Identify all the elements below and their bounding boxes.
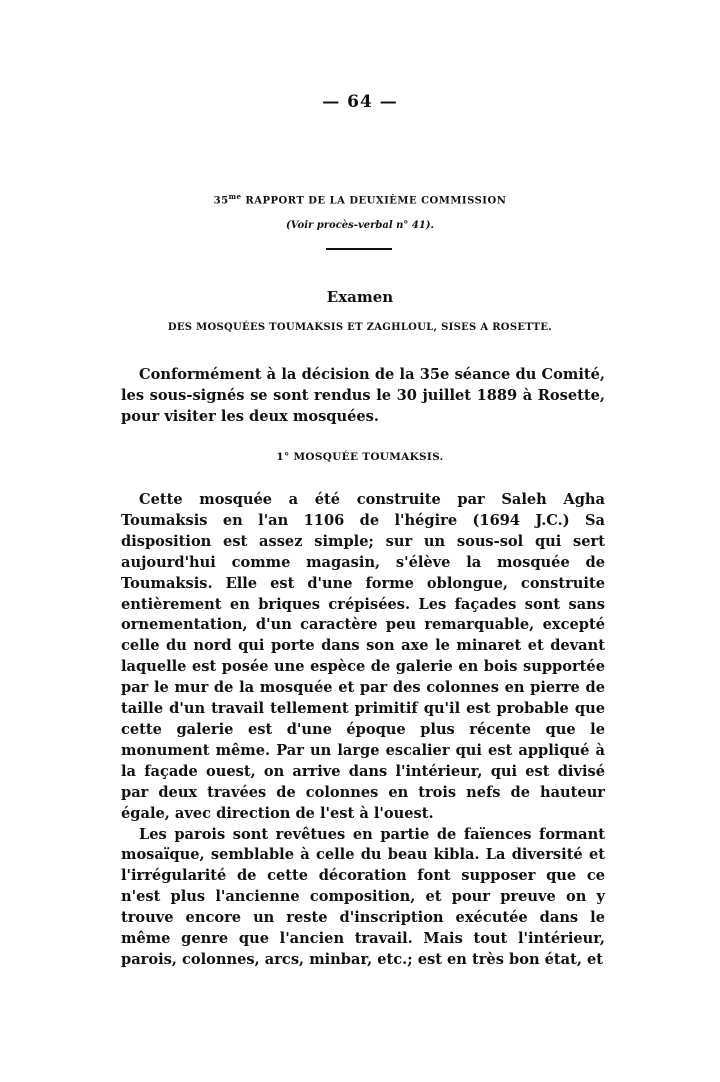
page-number: — 64 — xyxy=(322,92,398,112)
body-paragraph-1: Cette mosquée a été construite par Saleh Agha Toumaksis en l'an 1106 de l'hégire (1694 J.C.) Sa disposition est assez simple; sur un sous-sol qui sert aujourd'hui comme magasin, s'élève la mosquée de Toumaksis. Elle est d'une forme oblongue, construite entièrement en briques crépisées. Les façades sont sans ornementation, d'un caractère peu remarquable, excepté celle du nord qui porte dans son axe le minaret et devant laquelle est posée une espèce de galerie en bois supportée par le mur de la mosquée et par des colonnes en pierre de taille d'un travail tellement primitif qu'il est probable que cette galerie est d'une époque plus récente que le monument même. Par un large escalier qui est appliqué à la façade ouest, on arrive dans l'intérieur, qui est divisé par deux travées de colonnes en trois nefs de hauteur égale, avec direction de l'est à l'ouest. xyxy=(121,491,605,822)
section-subheading: DES MOSQUÉES TOUMAKSIS ET ZAGHLOUL, SISES A ROSETTE. xyxy=(167,322,553,333)
mosque-heading: 1° MOSQUÉE TOUMAKSIS. xyxy=(276,451,444,463)
body-text xyxy=(121,490,605,971)
report-reference: (Voir procès-verbal n° 41). xyxy=(285,220,435,231)
report-title-text: RAPPORT DE LA DEUXIÈME COMMISSION xyxy=(245,195,507,207)
report-number-suffix: me xyxy=(228,192,242,201)
intro-paragraph: Conformément à la décision de la 35e séance du Comité, les sous-signés se sont rendus le 30 juillet 1889 à Rosette, pour visiter les deux mosquées. xyxy=(121,366,605,425)
section-heading: Examen xyxy=(326,288,394,306)
report-number: 35 xyxy=(213,195,229,207)
body-paragraph-2: Les parois sont revêtues en partie de faïences formant mosaïque, semblable à celle du beau kibla. La diversité et l'irrégularité de cette décoration font supposer que ce n'est plus l'ancienne composition, et pour preuve on y trouve encore un reste d'inscription exécutée dans le même genre que l'ancien travail. Mais tout l'intérieur, parois, colonnes, arcs, minbar, etc.; est en très bon état, et xyxy=(121,825,605,968)
divider-rule xyxy=(326,248,392,250)
intro-block xyxy=(121,364,605,427)
report-title xyxy=(0,192,720,206)
